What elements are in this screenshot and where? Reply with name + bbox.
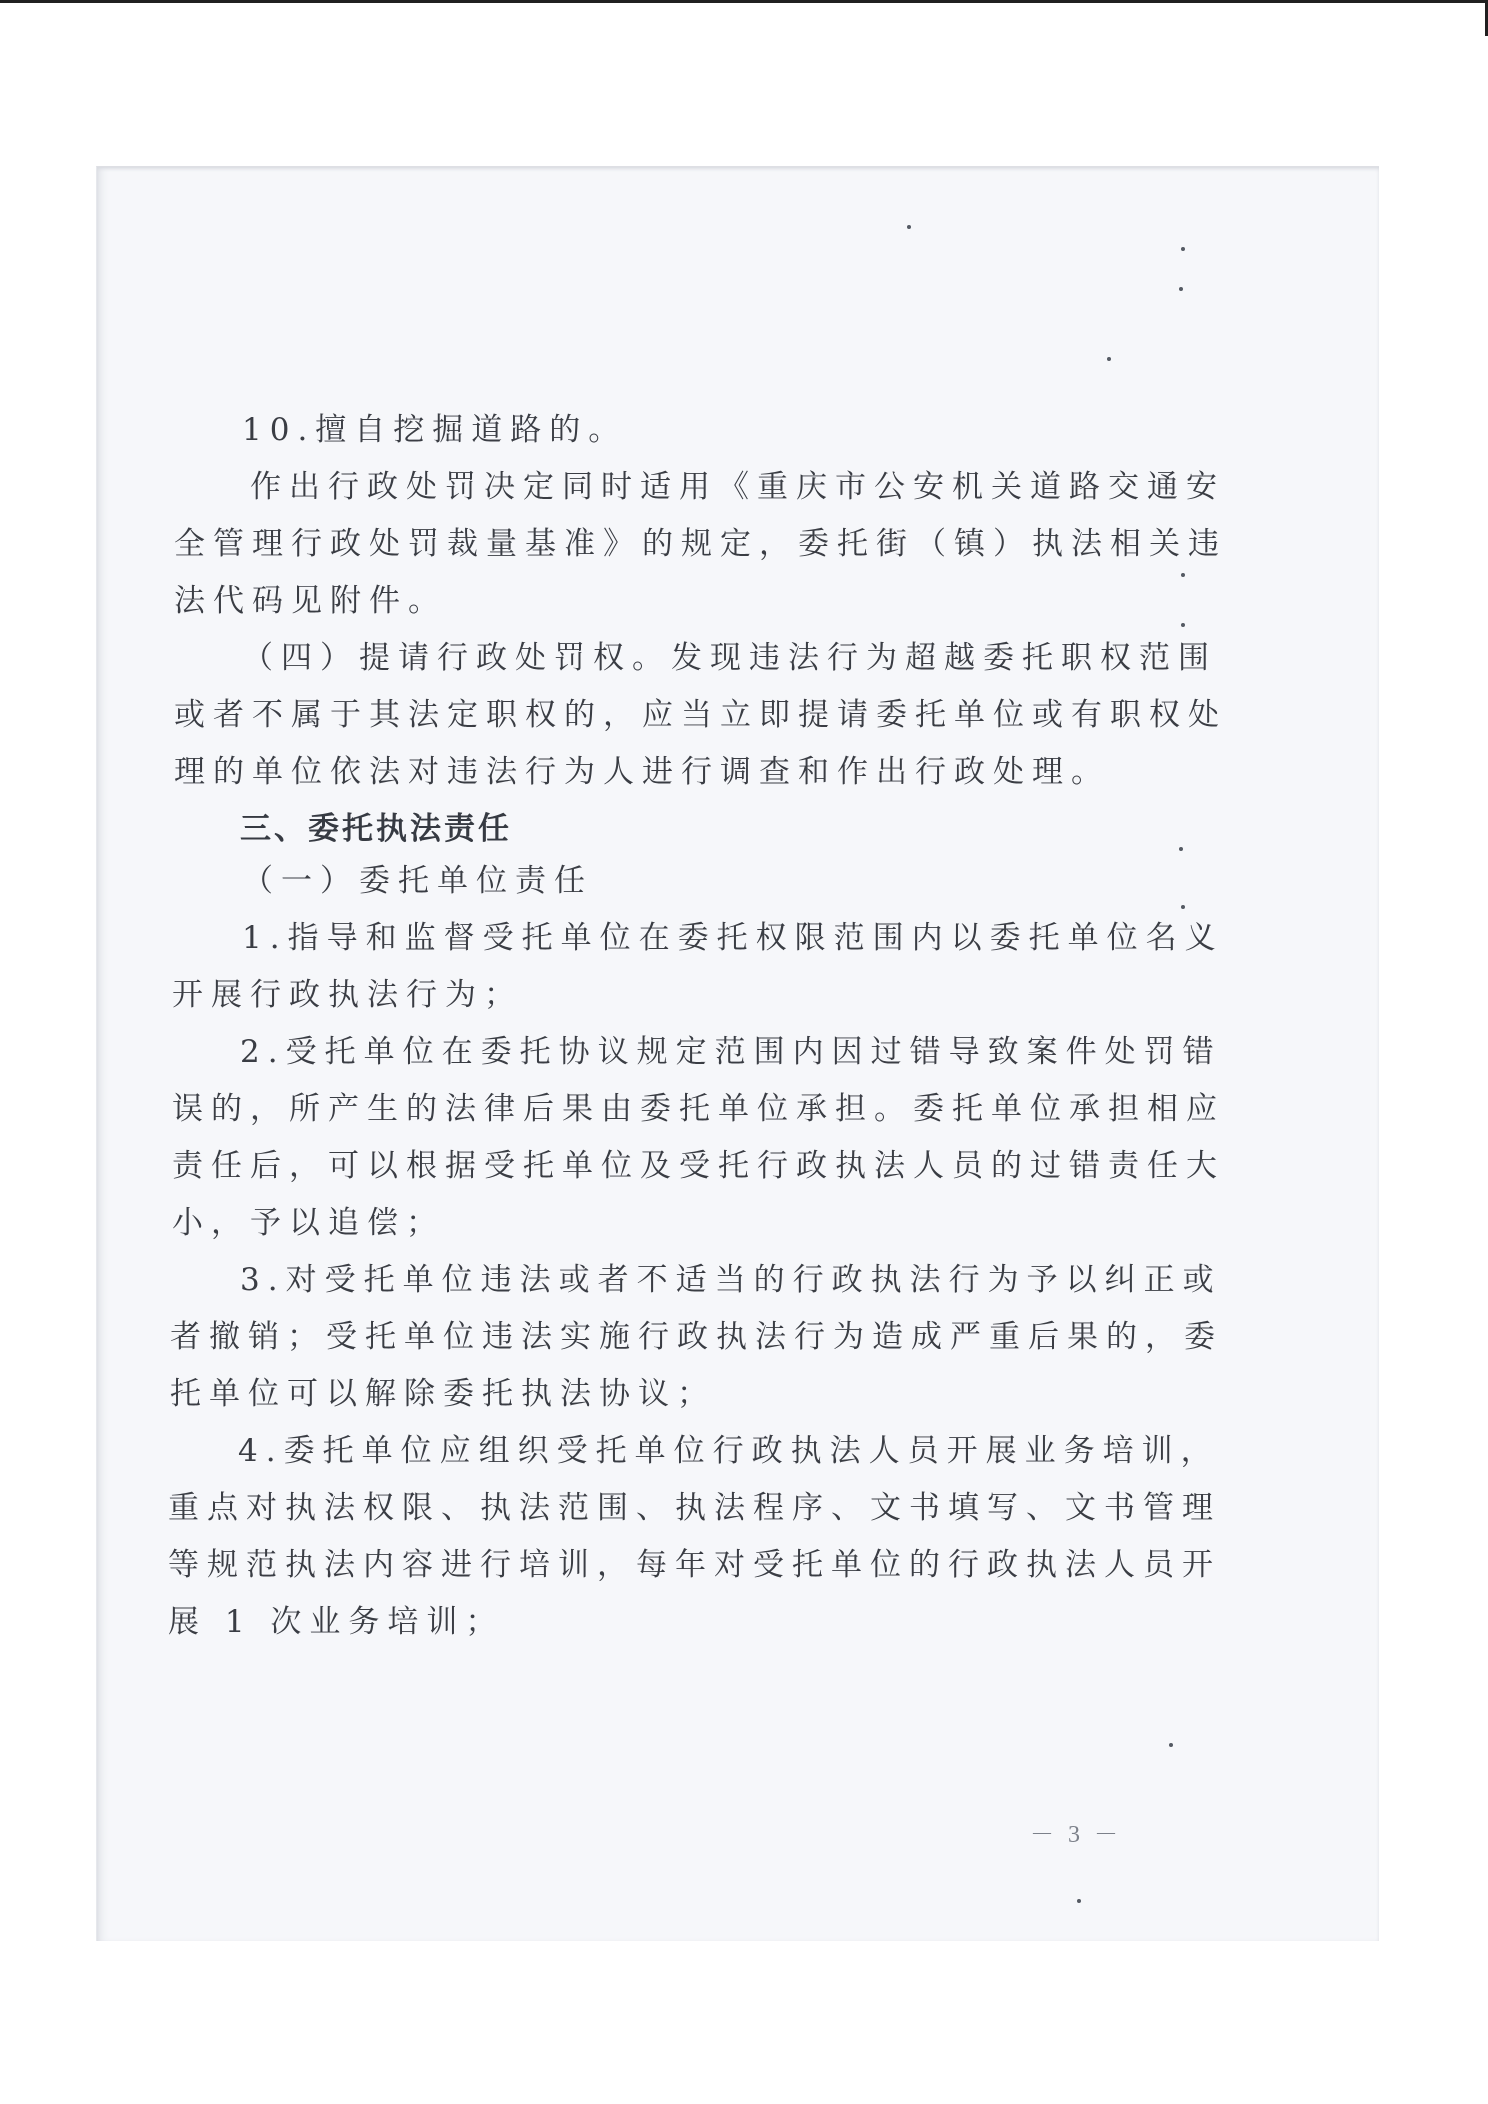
text-line-7: 理的单位依法对违法行为人进行调查和作出行政处理。 bbox=[174, 754, 1110, 790]
scan-border-top bbox=[0, 0, 1488, 3]
scan-speck bbox=[1107, 357, 1111, 361]
text-line-5: （四）提请行政处罚权。发现违法行为超越委托职权范围 bbox=[242, 640, 1217, 676]
text-line-15: 小，予以追偿； bbox=[172, 1205, 445, 1241]
text-line-17: 者撤销；受托单位违法实施行政执法行为造成严重后果的，委 bbox=[170, 1319, 1223, 1355]
text-line-19: 4.委托单位应组织受托单位行政执法人员开展业务培训， bbox=[238, 1433, 1220, 1469]
scan-speck bbox=[1169, 1743, 1173, 1747]
page-number: － 3 － bbox=[1030, 1822, 1122, 1848]
subsection-heading-1: （一）委托单位责任 bbox=[242, 863, 593, 899]
scan-speck bbox=[1179, 847, 1183, 851]
scan-speck bbox=[1181, 573, 1185, 577]
text-line-14: 责任后，可以根据受托单位及受托行政执法人员的过错责任大 bbox=[172, 1148, 1225, 1184]
scan-speck bbox=[1179, 287, 1183, 291]
text-line-6: 或者不属于其法定职权的，应当立即提请委托单位或有职权处 bbox=[174, 697, 1227, 733]
text-line-3: 全管理行政处罚裁量基准》的规定，委托街（镇）执法相关违 bbox=[174, 526, 1227, 562]
text-line-13: 误的，所产生的法律后果由委托单位承担。委托单位承担相应 bbox=[172, 1091, 1225, 1127]
scan-speck bbox=[1181, 247, 1185, 251]
text-line-18: 托单位可以解除委托执法协议； bbox=[170, 1376, 716, 1412]
scan-speck bbox=[1181, 623, 1185, 627]
text-line-22: 展 1 次业务培训； bbox=[168, 1604, 505, 1640]
text-line-11: 开展行政执法行为； bbox=[172, 977, 523, 1013]
text-line-21: 等规范执法内容进行培训，每年对受托单位的行政执法人员开 bbox=[168, 1547, 1221, 1583]
scan-speck bbox=[1077, 1899, 1081, 1903]
text-line-16: 3.对受托单位违法或者不适当的行政执法行为予以纠正或 bbox=[240, 1262, 1222, 1298]
text-line-2: 作出行政处罚决定同时适用《重庆市公安机关道路交通安 bbox=[250, 469, 1225, 505]
scan-speck bbox=[1181, 905, 1185, 909]
text-line-1: 10.擅自挖掘道路的。 bbox=[242, 412, 628, 448]
text-line-4: 法代码见附件。 bbox=[174, 583, 447, 619]
text-line-12: 2.受托单位在委托协议规定范围内因过错导致案件处罚错 bbox=[240, 1034, 1222, 1070]
text-line-20: 重点对执法权限、执法范围、执法程序、文书填写、文书管理 bbox=[168, 1490, 1221, 1526]
text-line-10: 1.指导和监督受托单位在委托权限范围内以委托单位名义 bbox=[242, 920, 1224, 956]
scan-speck bbox=[907, 225, 911, 229]
section-heading-3: 三、委托执法责任 bbox=[240, 811, 512, 847]
